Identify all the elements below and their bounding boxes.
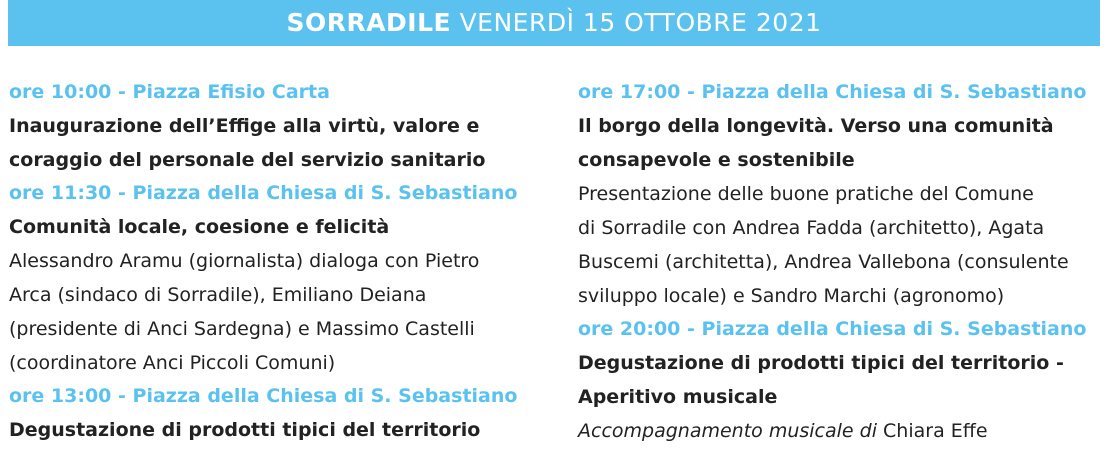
- event-1700: [578, 76, 1103, 313]
- event-desc-line: (coordinatore Anci Piccoli Comuni): [9, 352, 336, 374]
- event-desc-line: Arca (sindaco di Sorradile), Emiliano Deiana: [9, 284, 427, 306]
- music-label: Accompagnamento musicale di: [578, 420, 877, 442]
- event-title-line: Aperitivo musicale: [578, 386, 778, 408]
- event-desc-line: Alessandro Aramu (giornalista) dialoga con Pietro: [9, 250, 480, 272]
- event-2000: [578, 313, 1103, 448]
- event-title-line: Degustazione di prodotti tipici del territorio: [9, 419, 481, 441]
- event-desc-line: [578, 414, 1103, 448]
- event-date: VENERDÌ 15 OTTOBRE 2021: [459, 8, 822, 37]
- event-1300: [9, 380, 549, 447]
- event-desc-line: sviluppo locale) e Sandro Marchi (agronomo): [578, 285, 1005, 307]
- event-time: ore 10:00 - Piazza Efisio Carta: [9, 81, 330, 103]
- event-time: ore 11:30 - Piazza della Chiesa di S. Sebastiano: [9, 182, 518, 204]
- event-desc-line: Presentazione delle buone pratiche del Comune: [578, 183, 1034, 205]
- event-1000: [9, 76, 549, 177]
- event-title-line: Inaugurazione dell’Effige alla virtù, valore e: [9, 115, 480, 137]
- event-title-line: consapevole e sostenibile: [578, 149, 855, 171]
- performer-name: Chiara Effe: [877, 420, 988, 442]
- event-time: ore 17:00 - Piazza della Chiesa di S. Sebastiano: [578, 81, 1087, 103]
- event-desc-line: di Sorradile con Andrea Fadda (architetto), Agata: [578, 217, 1045, 239]
- event-time: ore 13:00 - Piazza della Chiesa di S. Sebastiano: [9, 385, 518, 407]
- event-title-line: Degustazione di prodotti tipici del territorio -: [578, 352, 1064, 374]
- event-desc-line: Buscemi (architetta), Andrea Vallebona (consulente: [578, 251, 1069, 273]
- right-column: [578, 76, 1103, 448]
- event-title-line: coraggio del personale del servizio sanitario: [9, 149, 486, 171]
- event-1130: [9, 177, 549, 380]
- event-title-line: Il borgo della longevità. Verso una comunità: [578, 115, 1054, 137]
- event-title-line: Comunità locale, coesione e felicità: [9, 216, 390, 238]
- header-banner: [8, 0, 1100, 46]
- left-column: [9, 76, 549, 447]
- town-name: SORRADILE: [286, 8, 452, 37]
- event-desc-line: (presidente di Anci Sardegna) e Massimo Castelli: [9, 318, 475, 340]
- event-time: ore 20:00 - Piazza della Chiesa di S. Sebastiano: [578, 318, 1087, 340]
